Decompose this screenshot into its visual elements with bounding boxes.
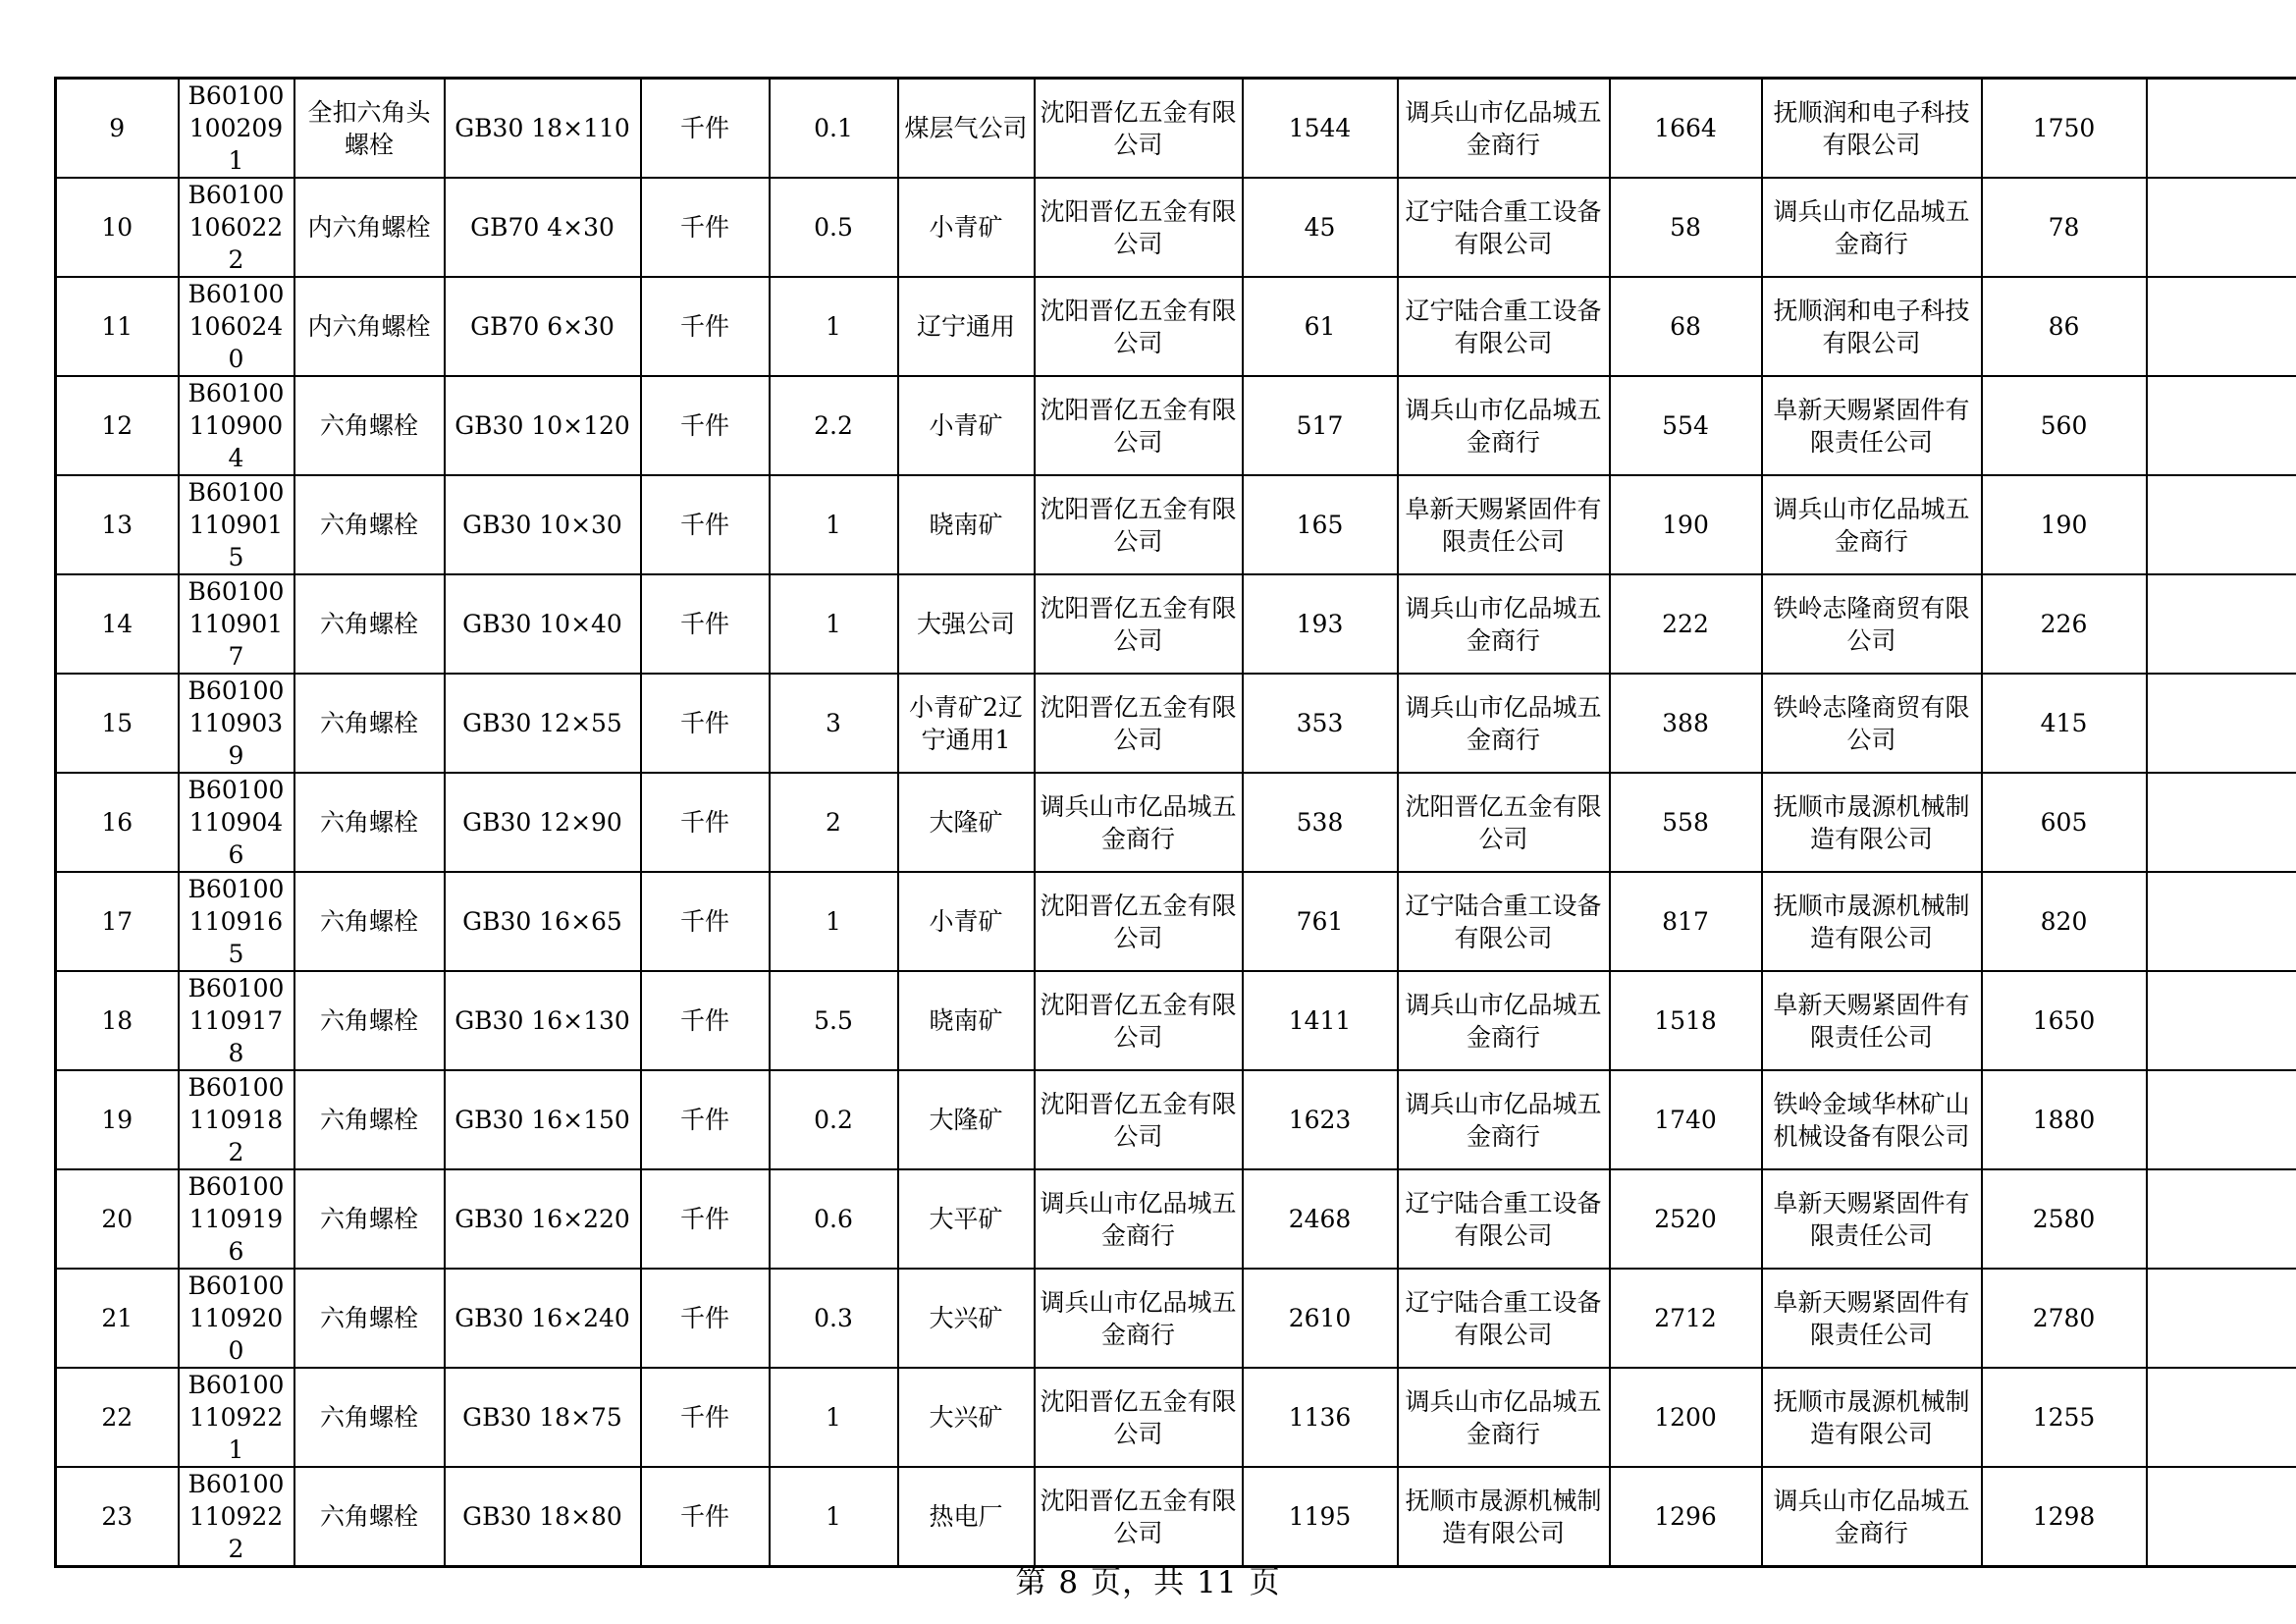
material-name-cell: 内六角螺栓 xyxy=(294,277,445,376)
unit-cell: 千件 xyxy=(641,376,770,475)
supplier-3-cell: 铁岭志隆商贸有限公司 xyxy=(1762,574,1982,674)
material-name-cell: 六角螺栓 xyxy=(294,574,445,674)
material-code-cell: B601001109046 xyxy=(179,773,294,872)
supplier-1-cell: 沈阳晋亿五金有限公司 xyxy=(1035,178,1243,277)
supplier-2-cell: 调兵山市亿品城五金商行 xyxy=(1398,674,1610,773)
price-2-cell: 1664 xyxy=(1610,79,1762,179)
material-name-cell: 六角螺栓 xyxy=(294,1467,445,1567)
supplier-3-cell: 铁岭金域华林矿山机械设备有限公司 xyxy=(1762,1070,1982,1169)
quantity-cell: 1 xyxy=(770,1368,898,1467)
supplier-2-cell: 沈阳晋亿五金有限公司 xyxy=(1398,773,1610,872)
material-name-cell: 六角螺栓 xyxy=(294,376,445,475)
price-1-cell: 1136 xyxy=(1243,1368,1398,1467)
quantity-cell: 0.5 xyxy=(770,178,898,277)
price-1-cell: 1544 xyxy=(1243,79,1398,179)
requesting-unit-cell: 晓南矿 xyxy=(898,475,1035,574)
supplier-3-cell: 阜新天赐紧固件有限责任公司 xyxy=(1762,1169,1982,1269)
supplier-3-cell: 调兵山市亿品城五金商行 xyxy=(1762,1467,1982,1567)
supplier-3-cell: 抚顺润和电子科技有限公司 xyxy=(1762,79,1982,179)
material-code-cell: B601001109182 xyxy=(179,1070,294,1169)
material-name-cell: 六角螺栓 xyxy=(294,475,445,574)
supplier-3-cell: 抚顺市晟源机械制造有限公司 xyxy=(1762,773,1982,872)
price-3-cell: 1255 xyxy=(1982,1368,2147,1467)
specification-cell: GB30 18×110 xyxy=(445,79,641,179)
material-name-cell: 六角螺栓 xyxy=(294,1070,445,1169)
table-row xyxy=(56,773,2296,872)
unit-cell: 千件 xyxy=(641,1269,770,1368)
material-code-cell: B601001060222 xyxy=(179,178,294,277)
row-number-cell: 10 xyxy=(56,178,179,277)
row-number-cell: 19 xyxy=(56,1070,179,1169)
quantity-cell: 1 xyxy=(770,872,898,971)
supplier-1-cell: 沈阳晋亿五金有限公司 xyxy=(1035,872,1243,971)
quantity-cell: 1 xyxy=(770,574,898,674)
remark-cell xyxy=(2147,574,2296,674)
price-1-cell: 1623 xyxy=(1243,1070,1398,1169)
row-number-cell: 13 xyxy=(56,475,179,574)
unit-cell: 千件 xyxy=(641,1070,770,1169)
supplier-1-cell: 调兵山市亿品城五金商行 xyxy=(1035,773,1243,872)
material-code-cell: B601001109221 xyxy=(179,1368,294,1467)
material-code-cell: B601001002091 xyxy=(179,79,294,179)
row-number-cell: 22 xyxy=(56,1368,179,1467)
row-number-cell: 16 xyxy=(56,773,179,872)
price-1-cell: 165 xyxy=(1243,475,1398,574)
supplier-1-cell: 沈阳晋亿五金有限公司 xyxy=(1035,79,1243,179)
row-number-cell: 23 xyxy=(56,1467,179,1567)
material-name-cell: 六角螺栓 xyxy=(294,1269,445,1368)
price-3-cell: 226 xyxy=(1982,574,2147,674)
price-3-cell: 1650 xyxy=(1982,971,2147,1070)
supplier-1-cell: 沈阳晋亿五金有限公司 xyxy=(1035,1467,1243,1567)
price-1-cell: 538 xyxy=(1243,773,1398,872)
material-name-cell: 六角螺栓 xyxy=(294,872,445,971)
specification-cell: GB30 18×80 xyxy=(445,1467,641,1567)
material-name-cell: 六角螺栓 xyxy=(294,773,445,872)
row-number-cell: 9 xyxy=(56,79,179,179)
footer-prefix: 第 xyxy=(1015,1565,1047,1600)
supplier-1-cell: 沈阳晋亿五金有限公司 xyxy=(1035,574,1243,674)
specification-cell: GB30 12×90 xyxy=(445,773,641,872)
price-2-cell: 1296 xyxy=(1610,1467,1762,1567)
price-3-cell: 560 xyxy=(1982,376,2147,475)
table-row xyxy=(56,971,2296,1070)
supplier-2-cell: 调兵山市亿品城五金商行 xyxy=(1398,574,1610,674)
page-footer xyxy=(0,1557,2296,1601)
unit-cell: 千件 xyxy=(641,1467,770,1567)
requesting-unit-cell: 小青矿 xyxy=(898,872,1035,971)
supplier-1-cell: 沈阳晋亿五金有限公司 xyxy=(1035,277,1243,376)
remark-cell xyxy=(2147,475,2296,574)
price-3-cell: 2780 xyxy=(1982,1269,2147,1368)
price-3-cell: 190 xyxy=(1982,475,2147,574)
price-2-cell: 817 xyxy=(1610,872,1762,971)
remark-cell xyxy=(2147,1368,2296,1467)
remark-cell xyxy=(2147,178,2296,277)
requesting-unit-cell: 辽宁通用 xyxy=(898,277,1035,376)
price-1-cell: 1411 xyxy=(1243,971,1398,1070)
material-name-cell: 六角螺栓 xyxy=(294,1368,445,1467)
supplier-3-cell: 抚顺市晟源机械制造有限公司 xyxy=(1762,872,1982,971)
footer-suffix: 页 xyxy=(1249,1565,1281,1600)
procurement-price-table xyxy=(54,77,2296,1568)
specification-cell: GB70 6×30 xyxy=(445,277,641,376)
requesting-unit-cell: 大隆矿 xyxy=(898,773,1035,872)
unit-cell: 千件 xyxy=(641,79,770,179)
quantity-cell: 5.5 xyxy=(770,971,898,1070)
table-row xyxy=(56,574,2296,674)
remark-cell xyxy=(2147,277,2296,376)
material-name-cell: 全扣六角头螺栓 xyxy=(294,79,445,179)
remark-cell xyxy=(2147,1467,2296,1567)
quantity-cell: 2.2 xyxy=(770,376,898,475)
supplier-3-cell: 阜新天赐紧固件有限责任公司 xyxy=(1762,376,1982,475)
price-2-cell: 554 xyxy=(1610,376,1762,475)
supplier-2-cell: 辽宁陆合重工设备有限公司 xyxy=(1398,277,1610,376)
remark-cell xyxy=(2147,1070,2296,1169)
table-row xyxy=(56,1169,2296,1269)
row-number-cell: 15 xyxy=(56,674,179,773)
supplier-2-cell: 阜新天赐紧固件有限责任公司 xyxy=(1398,475,1610,574)
supplier-1-cell: 调兵山市亿品城五金商行 xyxy=(1035,1269,1243,1368)
quantity-cell: 1 xyxy=(770,475,898,574)
supplier-1-cell: 沈阳晋亿五金有限公司 xyxy=(1035,674,1243,773)
supplier-2-cell: 辽宁陆合重工设备有限公司 xyxy=(1398,872,1610,971)
supplier-3-cell: 调兵山市亿品城五金商行 xyxy=(1762,178,1982,277)
price-1-cell: 1195 xyxy=(1243,1467,1398,1567)
price-2-cell: 222 xyxy=(1610,574,1762,674)
supplier-3-cell: 抚顺市晟源机械制造有限公司 xyxy=(1762,1368,1982,1467)
row-number-cell: 17 xyxy=(56,872,179,971)
material-name-cell: 六角螺栓 xyxy=(294,674,445,773)
table-row xyxy=(56,475,2296,574)
specification-cell: GB30 16×150 xyxy=(445,1070,641,1169)
price-1-cell: 2610 xyxy=(1243,1269,1398,1368)
requesting-unit-cell: 大强公司 xyxy=(898,574,1035,674)
price-1-cell: 2468 xyxy=(1243,1169,1398,1269)
unit-cell: 千件 xyxy=(641,971,770,1070)
footer-total-pages: 11 xyxy=(1197,1565,1238,1600)
price-2-cell: 1740 xyxy=(1610,1070,1762,1169)
price-2-cell: 558 xyxy=(1610,773,1762,872)
supplier-2-cell: 调兵山市亿品城五金商行 xyxy=(1398,376,1610,475)
specification-cell: GB30 10×40 xyxy=(445,574,641,674)
unit-cell: 千件 xyxy=(641,674,770,773)
table-row xyxy=(56,277,2296,376)
supplier-2-cell: 抚顺市晟源机械制造有限公司 xyxy=(1398,1467,1610,1567)
supplier-2-cell: 辽宁陆合重工设备有限公司 xyxy=(1398,1269,1610,1368)
remark-cell xyxy=(2147,376,2296,475)
supplier-2-cell: 调兵山市亿品城五金商行 xyxy=(1398,1368,1610,1467)
material-code-cell: B601001109004 xyxy=(179,376,294,475)
supplier-2-cell: 调兵山市亿品城五金商行 xyxy=(1398,1070,1610,1169)
remark-cell xyxy=(2147,79,2296,179)
material-code-cell: B601001109178 xyxy=(179,971,294,1070)
material-code-cell: B601001060240 xyxy=(179,277,294,376)
remark-cell xyxy=(2147,872,2296,971)
price-3-cell: 415 xyxy=(1982,674,2147,773)
quantity-cell: 1 xyxy=(770,1467,898,1567)
row-number-cell: 11 xyxy=(56,277,179,376)
material-name-cell: 内六角螺栓 xyxy=(294,178,445,277)
row-number-cell: 12 xyxy=(56,376,179,475)
requesting-unit-cell: 热电厂 xyxy=(898,1467,1035,1567)
specification-cell: GB30 12×55 xyxy=(445,674,641,773)
unit-cell: 千件 xyxy=(641,872,770,971)
requesting-unit-cell: 小青矿 xyxy=(898,376,1035,475)
supplier-1-cell: 沈阳晋亿五金有限公司 xyxy=(1035,475,1243,574)
table-row xyxy=(56,1269,2296,1368)
material-code-cell: B601001109017 xyxy=(179,574,294,674)
price-3-cell: 2580 xyxy=(1982,1169,2147,1269)
row-number-cell: 18 xyxy=(56,971,179,1070)
price-1-cell: 45 xyxy=(1243,178,1398,277)
material-name-cell: 六角螺栓 xyxy=(294,1169,445,1269)
price-2-cell: 68 xyxy=(1610,277,1762,376)
material-name-cell: 六角螺栓 xyxy=(294,971,445,1070)
price-2-cell: 388 xyxy=(1610,674,1762,773)
table-row xyxy=(56,872,2296,971)
supplier-3-cell: 阜新天赐紧固件有限责任公司 xyxy=(1762,1269,1982,1368)
price-3-cell: 1880 xyxy=(1982,1070,2147,1169)
quantity-cell: 0.2 xyxy=(770,1070,898,1169)
unit-cell: 千件 xyxy=(641,574,770,674)
remark-cell xyxy=(2147,674,2296,773)
quantity-cell: 0.1 xyxy=(770,79,898,179)
price-1-cell: 61 xyxy=(1243,277,1398,376)
price-3-cell: 820 xyxy=(1982,872,2147,971)
price-3-cell: 1298 xyxy=(1982,1467,2147,1567)
price-2-cell: 1200 xyxy=(1610,1368,1762,1467)
price-2-cell: 2712 xyxy=(1610,1269,1762,1368)
unit-cell: 千件 xyxy=(641,773,770,872)
supplier-2-cell: 调兵山市亿品城五金商行 xyxy=(1398,971,1610,1070)
specification-cell: GB70 4×30 xyxy=(445,178,641,277)
requesting-unit-cell: 大隆矿 xyxy=(898,1070,1035,1169)
price-3-cell: 605 xyxy=(1982,773,2147,872)
price-1-cell: 353 xyxy=(1243,674,1398,773)
supplier-3-cell: 阜新天赐紧固件有限责任公司 xyxy=(1762,971,1982,1070)
specification-cell: GB30 10×120 xyxy=(445,376,641,475)
material-code-cell: B601001109196 xyxy=(179,1169,294,1269)
specification-cell: GB30 16×240 xyxy=(445,1269,641,1368)
quantity-cell: 1 xyxy=(770,277,898,376)
table-row xyxy=(56,178,2296,277)
price-2-cell: 2520 xyxy=(1610,1169,1762,1269)
table-row xyxy=(56,1368,2296,1467)
quantity-cell: 3 xyxy=(770,674,898,773)
specification-cell: GB30 18×75 xyxy=(445,1368,641,1467)
supplier-1-cell: 沈阳晋亿五金有限公司 xyxy=(1035,1368,1243,1467)
requesting-unit-cell: 大兴矿 xyxy=(898,1368,1035,1467)
unit-cell: 千件 xyxy=(641,277,770,376)
unit-cell: 千件 xyxy=(641,1368,770,1467)
quantity-cell: 0.3 xyxy=(770,1269,898,1368)
table-row xyxy=(56,674,2296,773)
remark-cell xyxy=(2147,1169,2296,1269)
material-code-cell: B601001109015 xyxy=(179,475,294,574)
requesting-unit-cell: 大平矿 xyxy=(898,1169,1035,1269)
material-code-cell: B601001109039 xyxy=(179,674,294,773)
footer-middle: 页，共 xyxy=(1091,1565,1186,1600)
requesting-unit-cell: 小青矿2辽宁通用1 xyxy=(898,674,1035,773)
specification-cell: GB30 16×65 xyxy=(445,872,641,971)
quantity-cell: 0.6 xyxy=(770,1169,898,1269)
specification-cell: GB30 16×130 xyxy=(445,971,641,1070)
requesting-unit-cell: 大兴矿 xyxy=(898,1269,1035,1368)
table-row xyxy=(56,1070,2296,1169)
supplier-1-cell: 沈阳晋亿五金有限公司 xyxy=(1035,971,1243,1070)
supplier-2-cell: 调兵山市亿品城五金商行 xyxy=(1398,79,1610,179)
footer-page-number: 8 xyxy=(1058,1565,1080,1600)
table-body xyxy=(56,79,2296,1567)
unit-cell: 千件 xyxy=(641,475,770,574)
specification-cell: GB30 10×30 xyxy=(445,475,641,574)
material-code-cell: B601001109200 xyxy=(179,1269,294,1368)
row-number-cell: 21 xyxy=(56,1269,179,1368)
material-code-cell: B601001109165 xyxy=(179,872,294,971)
price-2-cell: 58 xyxy=(1610,178,1762,277)
quantity-cell: 2 xyxy=(770,773,898,872)
unit-cell: 千件 xyxy=(641,1169,770,1269)
material-code-cell: B601001109222 xyxy=(179,1467,294,1567)
supplier-3-cell: 调兵山市亿品城五金商行 xyxy=(1762,475,1982,574)
specification-cell: GB30 16×220 xyxy=(445,1169,641,1269)
remark-cell xyxy=(2147,773,2296,872)
price-3-cell: 78 xyxy=(1982,178,2147,277)
requesting-unit-cell: 小青矿 xyxy=(898,178,1035,277)
row-number-cell: 14 xyxy=(56,574,179,674)
price-2-cell: 1518 xyxy=(1610,971,1762,1070)
table-row xyxy=(56,1467,2296,1567)
supplier-1-cell: 沈阳晋亿五金有限公司 xyxy=(1035,376,1243,475)
supplier-2-cell: 辽宁陆合重工设备有限公司 xyxy=(1398,178,1610,277)
supplier-1-cell: 调兵山市亿品城五金商行 xyxy=(1035,1169,1243,1269)
row-number-cell: 20 xyxy=(56,1169,179,1269)
remark-cell xyxy=(2147,1269,2296,1368)
price-1-cell: 517 xyxy=(1243,376,1398,475)
unit-cell: 千件 xyxy=(641,178,770,277)
price-1-cell: 761 xyxy=(1243,872,1398,971)
price-3-cell: 1750 xyxy=(1982,79,2147,179)
supplier-3-cell: 铁岭志隆商贸有限公司 xyxy=(1762,674,1982,773)
requesting-unit-cell: 晓南矿 xyxy=(898,971,1035,1070)
price-2-cell: 190 xyxy=(1610,475,1762,574)
price-1-cell: 193 xyxy=(1243,574,1398,674)
supplier-3-cell: 抚顺润和电子科技有限公司 xyxy=(1762,277,1982,376)
remark-cell xyxy=(2147,971,2296,1070)
price-3-cell: 86 xyxy=(1982,277,2147,376)
table-row xyxy=(56,376,2296,475)
requesting-unit-cell: 煤层气公司 xyxy=(898,79,1035,179)
supplier-2-cell: 辽宁陆合重工设备有限公司 xyxy=(1398,1169,1610,1269)
table-row xyxy=(56,79,2296,179)
supplier-1-cell: 沈阳晋亿五金有限公司 xyxy=(1035,1070,1243,1169)
